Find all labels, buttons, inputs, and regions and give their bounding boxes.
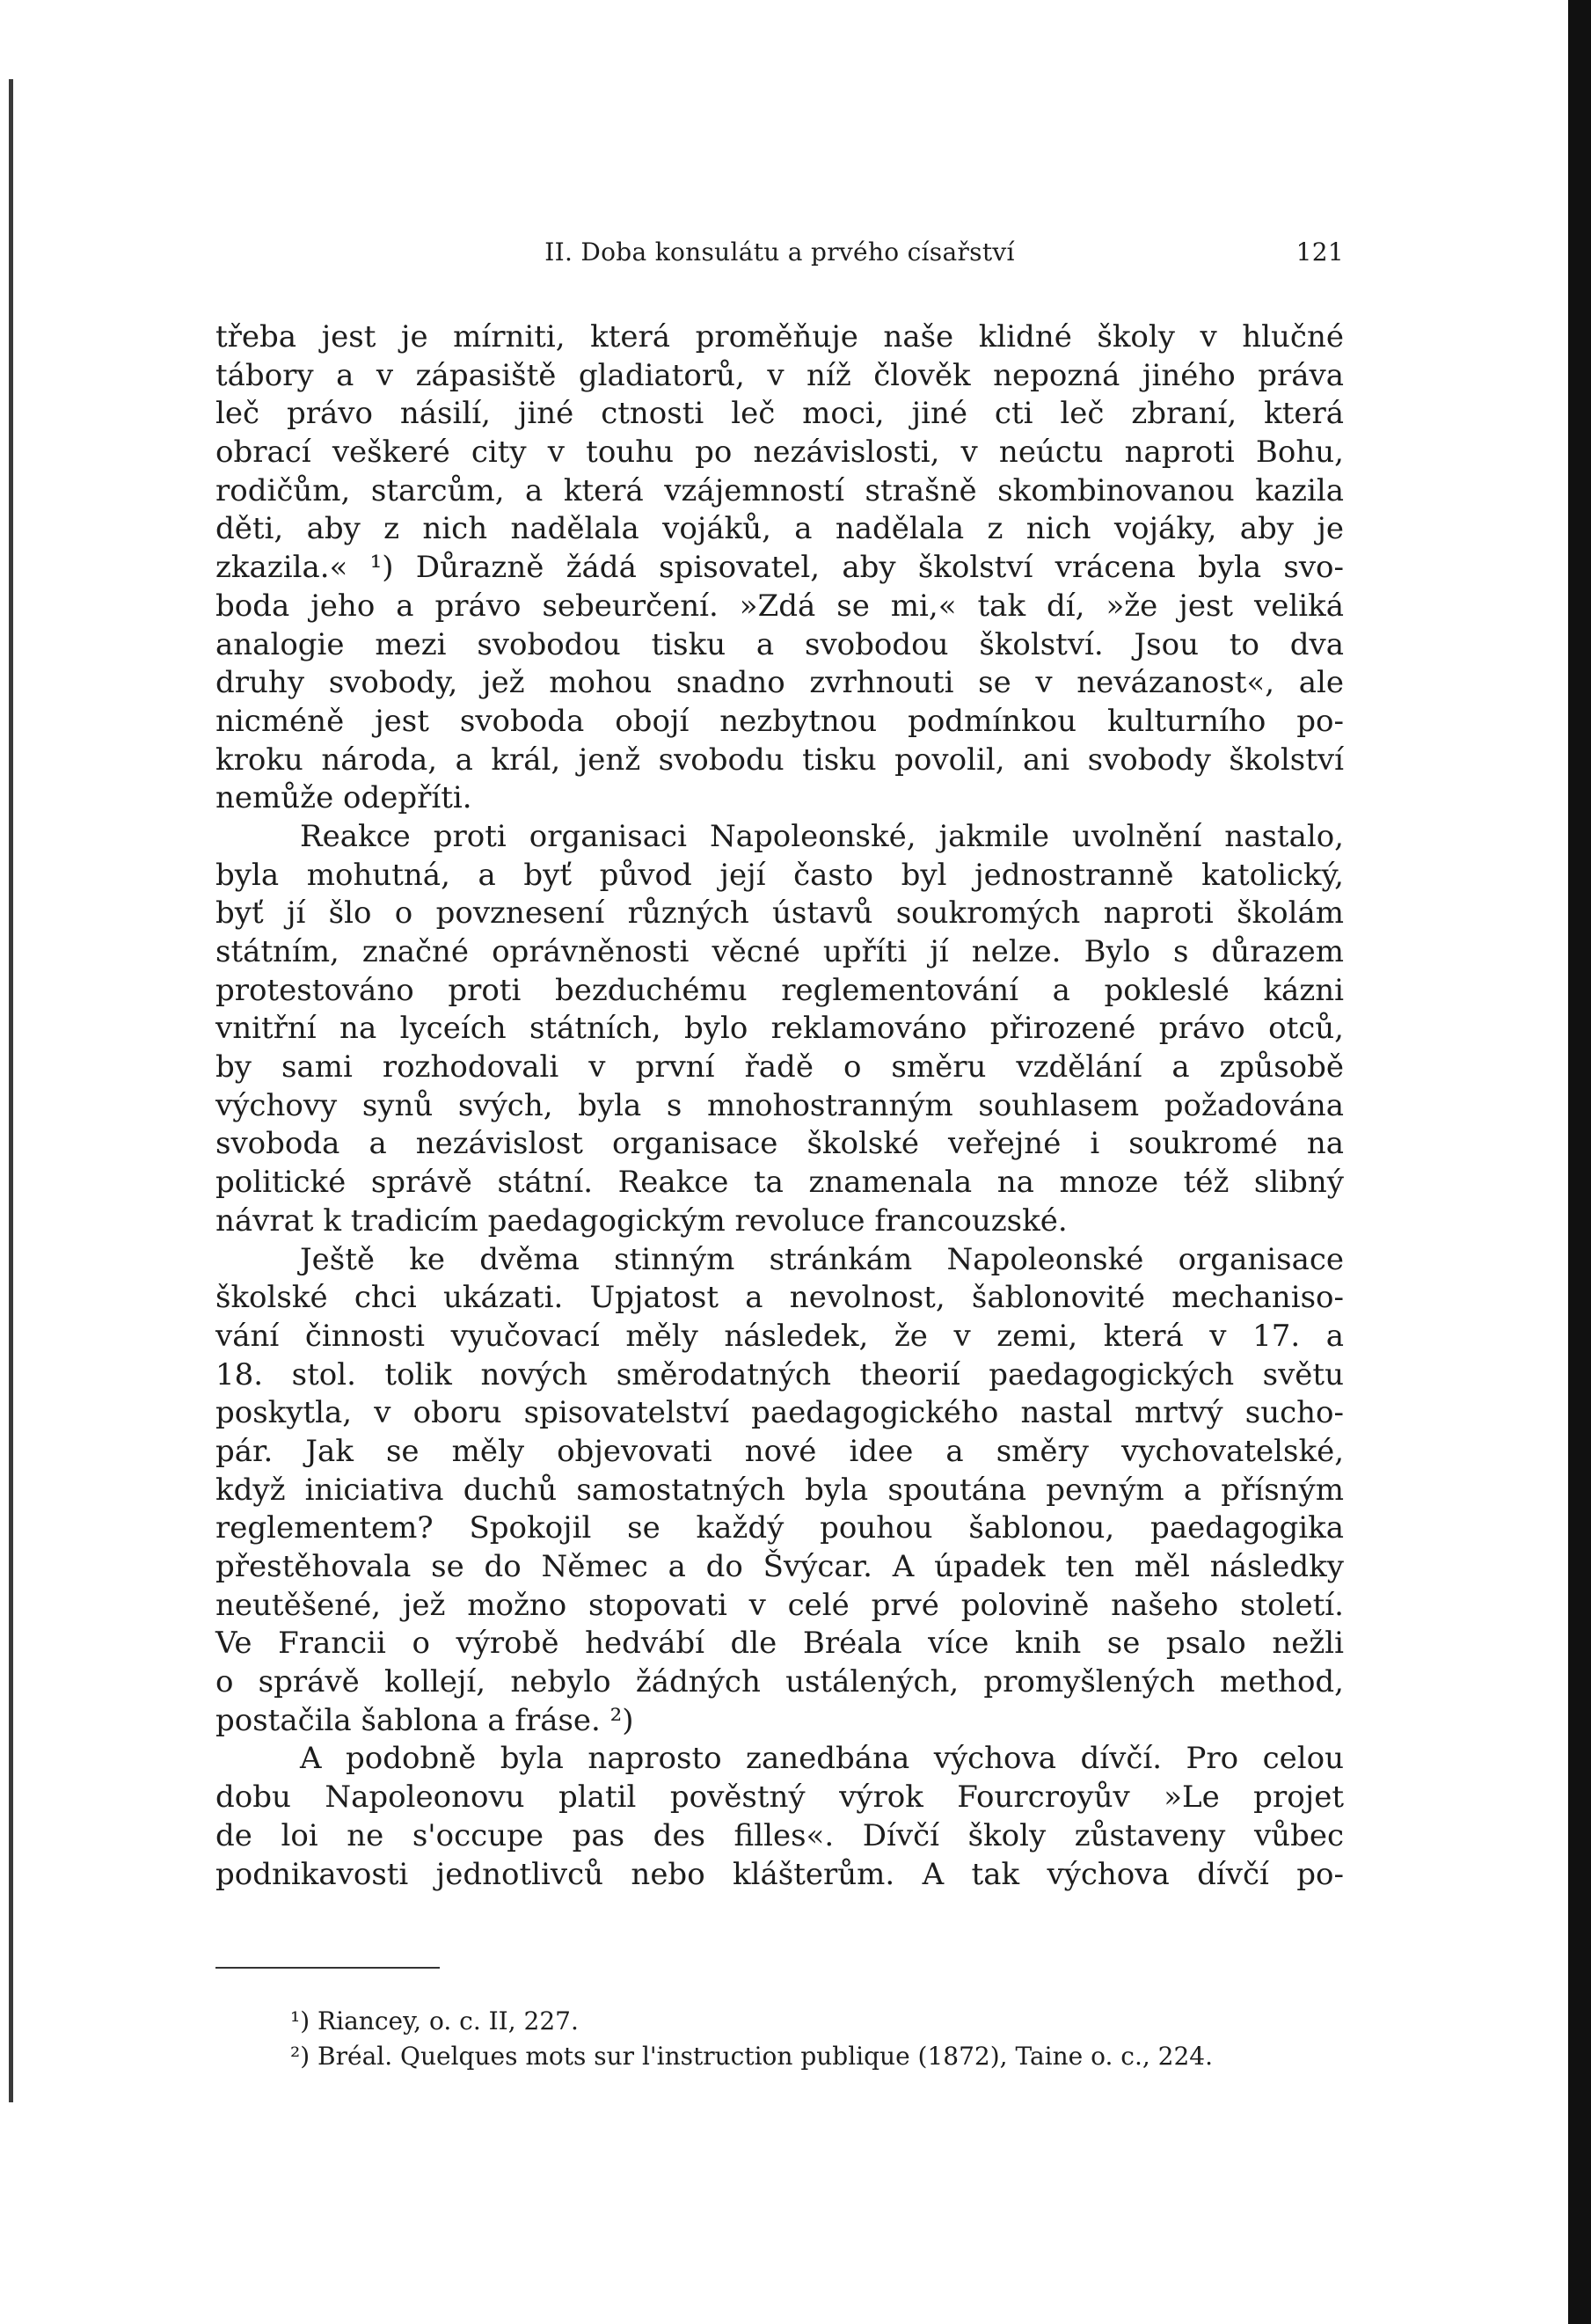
text-line: leč právo násilí, jiné ctnosti leč moci, jiné cti leč zbraní, která (215, 396, 1344, 432)
footnote-rule (215, 1967, 440, 1969)
text-line: byť jí šlo o povznesení různých ústavů soukromých naproti školám (215, 895, 1344, 932)
text-line: děti, aby z nich nadělala vojáků, a nadělala z nich vojáky, aby je (215, 511, 1344, 547)
body-text (215, 318, 1344, 1894)
text-line: byla mohutná, a byť původ její často byl jednostranně katolický, (215, 857, 1344, 893)
text-line: neutěšené, jež možno stopovati v celé prvé polovině našeho století. (215, 1587, 1344, 1623)
text-line: A podobně byla naprosto zanedbána výchova dívčí. Pro celou (300, 1741, 1344, 1777)
text-line: Ještě ke dvěma stinným stránkám Napoleonské organisace (300, 1241, 1344, 1277)
running-head-title: II. Doba konsulátu a prvého císařství (544, 238, 1015, 267)
text-line: státním, značné oprávněnosti věcné upříti jí nelze. Bylo s důrazem (215, 934, 1344, 969)
text-line: přestěhovala se do Němec a do Švýcar. A úpadek ten měl následky (215, 1549, 1344, 1584)
paragraph-2 (215, 818, 1344, 1241)
footnote-1: ¹) Riancey, o. c. II, 227. (290, 2006, 579, 2035)
paragraph-3 (215, 1241, 1344, 1741)
text-line: pár. Jak se měly objevovati nové idee a směry vychovatelské, (215, 1433, 1344, 1469)
text-line: návrat k tradicím paedagogickým revoluce francouzské. (215, 1202, 1068, 1239)
text-line: analogie mezi svobodou tisku a svobodou školství. Jsou to dva (215, 626, 1344, 662)
text-line: de loi ne s'occupe pas des filles«. Dívčí školy zůstaveny vůbec (215, 1817, 1344, 1853)
text-line: když iniciativa duchů samostatných byla spoutána pevným a přísným (215, 1472, 1344, 1508)
text-line: svoboda a nezávislost organisace školské veřejné i soukromé na (215, 1126, 1344, 1162)
text-line: zkazila.« ¹) Důrazně žádá spisovatel, aby školství vrácena byla svo- (215, 550, 1344, 586)
text-line: protestováno proti bezduchému reglementování a pokleslé kázni (215, 972, 1344, 1008)
text-line: podnikavosti jednotlivců nebo klášterům. A tak výchova dívčí po- (215, 1856, 1344, 1892)
footnote-2: ²) Bréal. Quelques mots sur l'instruction publique (1872), Taine o. c., 224. (290, 2042, 1213, 2071)
paragraph-4 (215, 1740, 1344, 1894)
text-line: reglementem? Spokojil se každý pouhou šablonou, paedagogika (215, 1510, 1344, 1546)
text-line: školské chci ukázati. Upjatost a nevolnost, šablonovité mechaniso- (215, 1280, 1344, 1316)
text-line: politické správě státní. Reakce ta znamenala na mnoze též slibný (215, 1165, 1344, 1201)
text-line: poskytla, v oboru spisovatelství paedagogického nastal mrtvý sucho- (215, 1395, 1344, 1431)
page-number: 121 (1295, 238, 1344, 267)
text-line: boda jeho a právo sebeurčení. »Zdá se mi,« tak dí, »že jest veliká (215, 588, 1344, 624)
text-line: tábory a v zápasiště gladiatorů, v níž člověk nepozná jiného práva (215, 357, 1344, 393)
scan-edge-left (9, 79, 13, 2102)
text-line: vání činnosti vyučovací měly následek, že v zemi, která v 17. a (215, 1318, 1344, 1354)
footnotes (290, 2004, 1346, 2074)
text-line: dobu Napoleonovu platil pověstný výrok Fourcroyův »Le projet (215, 1780, 1344, 1816)
text-line: kroku národa, a král, jenž svobodu tisku povolil, ani svobody školství (215, 742, 1344, 778)
text-line: by sami rozhodovali v první řadě o směru vzdělání a způsobě (215, 1049, 1344, 1085)
text-line: nemůže odepříti. (215, 780, 472, 816)
paragraph-1 (215, 318, 1344, 818)
text-line: o správě kollejí, nebylo žádných ustálených, promyšlených method, (215, 1664, 1344, 1700)
running-head (215, 238, 1344, 273)
text-line: třeba jest je mírniti, která proměňuje naše klidné školy v hlučné (215, 319, 1344, 354)
text-line: 18. stol. tolik nových směrodatných theorií paedagogických světu (215, 1356, 1344, 1392)
text-line: Ve Francii o výrobě hedvábí dle Bréala více knih se psalo nežli (215, 1626, 1344, 1662)
text-line: postačila šablona a fráse. ²) (215, 1702, 634, 1738)
text-line: vnitřní na lyceích státních, bylo reklamováno přirozené právo otců, (215, 1011, 1344, 1047)
text-line: nicméně jest svoboda obojí nezbytnou podmínkou kulturního po- (215, 703, 1344, 739)
text-line: výchovy synů svých, byla s mnohostranným souhlasem požadována (215, 1087, 1344, 1123)
scan-edge-right (1568, 0, 1591, 2324)
text-line: Reakce proti organisaci Napoleonské, jakmile uvolnění nastalo, (300, 818, 1344, 854)
text-line: obrací veškeré city v touhu po nezávislosti, v neúctu naproti Bohu, (215, 435, 1344, 471)
text-line: druhy svobody, jež mohou snadno zvrhnouti se v nevázanost«, ale (215, 665, 1344, 701)
text-line: rodičům, starcům, a která vzájemností strašně skombinovanou kazila (215, 472, 1344, 508)
